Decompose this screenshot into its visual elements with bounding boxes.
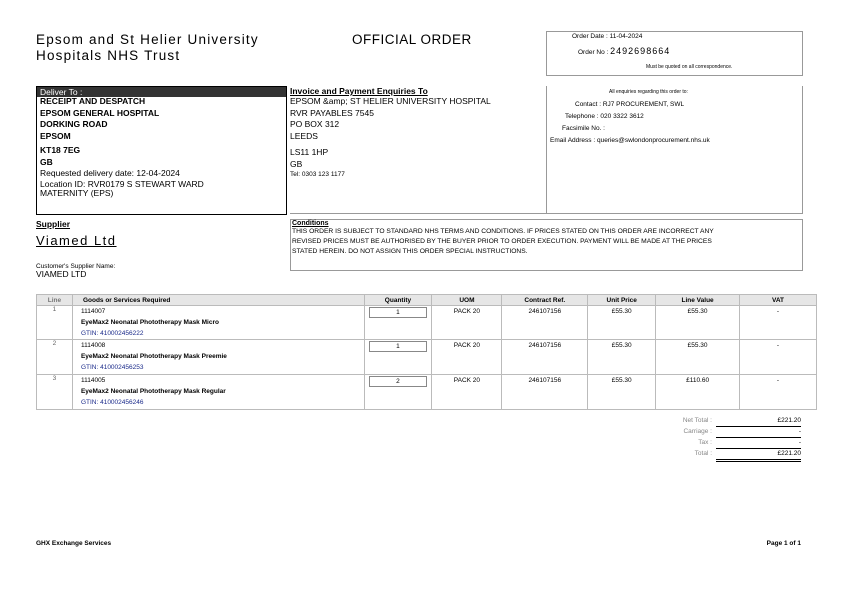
invoice-postcode: LS11 1HP <box>290 147 329 157</box>
line-number: 2 <box>37 340 73 375</box>
product-name: EyeMax2 Neonatal Phototherapy Mask Preemie <box>80 353 227 360</box>
order-items-table <box>36 294 817 410</box>
table-row <box>37 375 817 410</box>
col-header: Goods or Services Required <box>72 295 364 306</box>
location-id-cont: MATERNITY (EPS) <box>40 187 114 198</box>
order-number-row <box>578 46 670 56</box>
enquiries-box <box>546 86 803 214</box>
enquiries-contact: Contact : RJ7 PROCUREMENT, SWL <box>575 101 685 108</box>
product-code: 1114008 <box>80 342 106 349</box>
tax-rule <box>716 448 801 449</box>
goods-cell <box>72 340 364 375</box>
col-header: VAT <box>740 295 817 306</box>
quote-note: Must be quoted on all correspondence. <box>646 64 733 70</box>
total-double-rule <box>716 461 801 462</box>
col-header: Line Value <box>656 295 740 306</box>
requested-delivery-date: Requested delivery date: 12-04-2024 <box>40 168 180 178</box>
product-gtin: GTIN: 410002456222 <box>80 330 144 337</box>
goods-cell <box>72 306 364 340</box>
quantity-value: 1 <box>369 307 427 318</box>
enquiries-telephone: Telephone : 020 3322 3612 <box>565 113 644 120</box>
line-value: £55.30 <box>656 340 740 375</box>
col-header: Quantity <box>364 295 432 306</box>
product-code: 1114005 <box>80 377 106 384</box>
product-name: EyeMax2 Neonatal Phototherapy Mask Regular <box>80 388 226 395</box>
trust-name-line1: Epsom and St Helier University <box>36 32 259 47</box>
order-number-label: Order No : <box>578 49 609 56</box>
total-value: £221.20 <box>777 450 801 457</box>
deliver-postcode: KT18 7EG <box>40 145 81 155</box>
footer-left: GHX Exchange Services <box>36 540 112 547</box>
col-header: Unit Price <box>588 295 656 306</box>
invoice-line: LEEDS <box>290 130 318 141</box>
unit-price: £55.30 <box>588 340 656 375</box>
uom: PACK 20 <box>432 306 502 340</box>
order-number: 2492698664 <box>610 46 671 56</box>
net-total-value: £221.20 <box>777 417 801 424</box>
table-header-row <box>37 295 817 306</box>
customer-supplier-label: Customer's Supplier Name: <box>36 263 116 270</box>
table-row <box>37 340 817 375</box>
invoice-address <box>290 86 546 214</box>
line-number: 1 <box>37 306 73 340</box>
carriage-rule <box>716 437 801 438</box>
vat: - <box>740 306 817 340</box>
conditions-text-1: THIS ORDER IS SUBJECT TO STANDARD NHS TERMS AND CONDITIONS. IF PRICES STATED ON THIS ORDER ARE INCORRECT ANY <box>292 228 714 235</box>
table-row <box>37 306 817 340</box>
deliver-to-heading: Deliver To : <box>37 87 286 97</box>
carriage-value: - <box>798 428 801 435</box>
enquiries-email: Email Address : queries@swlondonprocurement.nhs.uk <box>550 137 710 144</box>
supplier-name: Viamed Ltd <box>36 233 117 248</box>
unit-price: £55.30 <box>588 375 656 410</box>
net-total-rule <box>716 426 801 427</box>
deliver-to-box <box>36 86 287 215</box>
contract-ref: 246107156 <box>502 306 588 340</box>
document-title: OFFICIAL ORDER <box>352 32 472 47</box>
customer-supplier-value: VIAMED LTD <box>36 269 87 279</box>
invoice-line: EPSOM &amp; ST HELIER UNIVERSITY HOSPITAL <box>290 96 491 106</box>
deliver-line: RECEIPT AND DESPATCH <box>40 96 146 106</box>
location-id: Location ID: RVR0179 S STEWART WARD <box>40 178 204 189</box>
quantity-cell <box>364 375 432 410</box>
enquiries-fax: Facsimile No. : <box>562 125 605 132</box>
invoice-country: GB <box>290 158 303 169</box>
line-value: £110.60 <box>656 375 740 410</box>
enquiries-heading: All enquiries regarding this order to: <box>609 89 688 95</box>
order-date: Order Date : 11-04-2024 <box>572 33 643 40</box>
line-value: £55.30 <box>656 306 740 340</box>
page-number: Page 1 of 1 <box>766 540 801 547</box>
invoice-telephone: Tel: 0303 123 1177 <box>290 171 345 178</box>
supplier-heading: Supplier <box>36 219 71 229</box>
contract-ref: 246107156 <box>502 340 588 375</box>
deliver-line: DORKING ROAD <box>40 119 108 129</box>
product-gtin: GTIN: 410002456246 <box>80 399 144 406</box>
quantity-value: 1 <box>369 341 427 352</box>
col-header: Contract Ref. <box>502 295 588 306</box>
deliver-line: EPSOM <box>40 130 71 141</box>
invoice-line: RVR PAYABLES 7545 <box>290 107 374 118</box>
uom: PACK 20 <box>432 375 502 410</box>
quantity-cell <box>364 340 432 375</box>
total-rule <box>716 459 801 460</box>
vat: - <box>740 375 817 410</box>
deliver-country: GB <box>40 156 53 167</box>
conditions-box <box>290 219 803 271</box>
net-total-label: Net Total : <box>682 417 712 424</box>
goods-cell <box>72 375 364 410</box>
col-header: UOM <box>432 295 502 306</box>
col-header: Line <box>37 295 73 306</box>
carriage-label: Carriage : <box>683 428 712 435</box>
quantity-value: 2 <box>369 376 427 387</box>
uom: PACK 20 <box>432 340 502 375</box>
tax-label: Tax : <box>698 439 712 446</box>
product-code: 1114007 <box>80 308 106 315</box>
product-gtin: GTIN: 410002456253 <box>80 364 144 371</box>
product-name: EyeMax2 Neonatal Phototherapy Mask Micro <box>80 319 219 326</box>
conditions-text-3: STATED HEREIN. DO NOT ASSIGN THIS ORDER SPECIAL INSTRUCTIONS. <box>292 248 528 255</box>
total-label: Total : <box>694 450 712 457</box>
vat: - <box>740 340 817 375</box>
quantity-cell <box>364 306 432 340</box>
order-info-box <box>546 31 803 76</box>
invoice-line: PO BOX 312 <box>290 119 340 129</box>
conditions-heading: Conditions <box>292 220 329 227</box>
contract-ref: 246107156 <box>502 375 588 410</box>
invoice-heading: Invoice and Payment Enquiries To <box>290 86 428 96</box>
line-number: 3 <box>37 375 73 410</box>
trust-name <box>36 32 259 64</box>
deliver-line: EPSOM GENERAL HOSPITAL <box>40 107 160 118</box>
unit-price: £55.30 <box>588 306 656 340</box>
tax-value: - <box>798 439 801 446</box>
trust-name-line2: Hospitals NHS Trust <box>36 48 181 63</box>
conditions-text-2: REVISED PRICES MUST BE AUTHORISED BY THE BUYER PRIOR TO ORDER EXECUTION. PAYMENT WILL BE MADE AT THE PRICES <box>292 238 712 245</box>
